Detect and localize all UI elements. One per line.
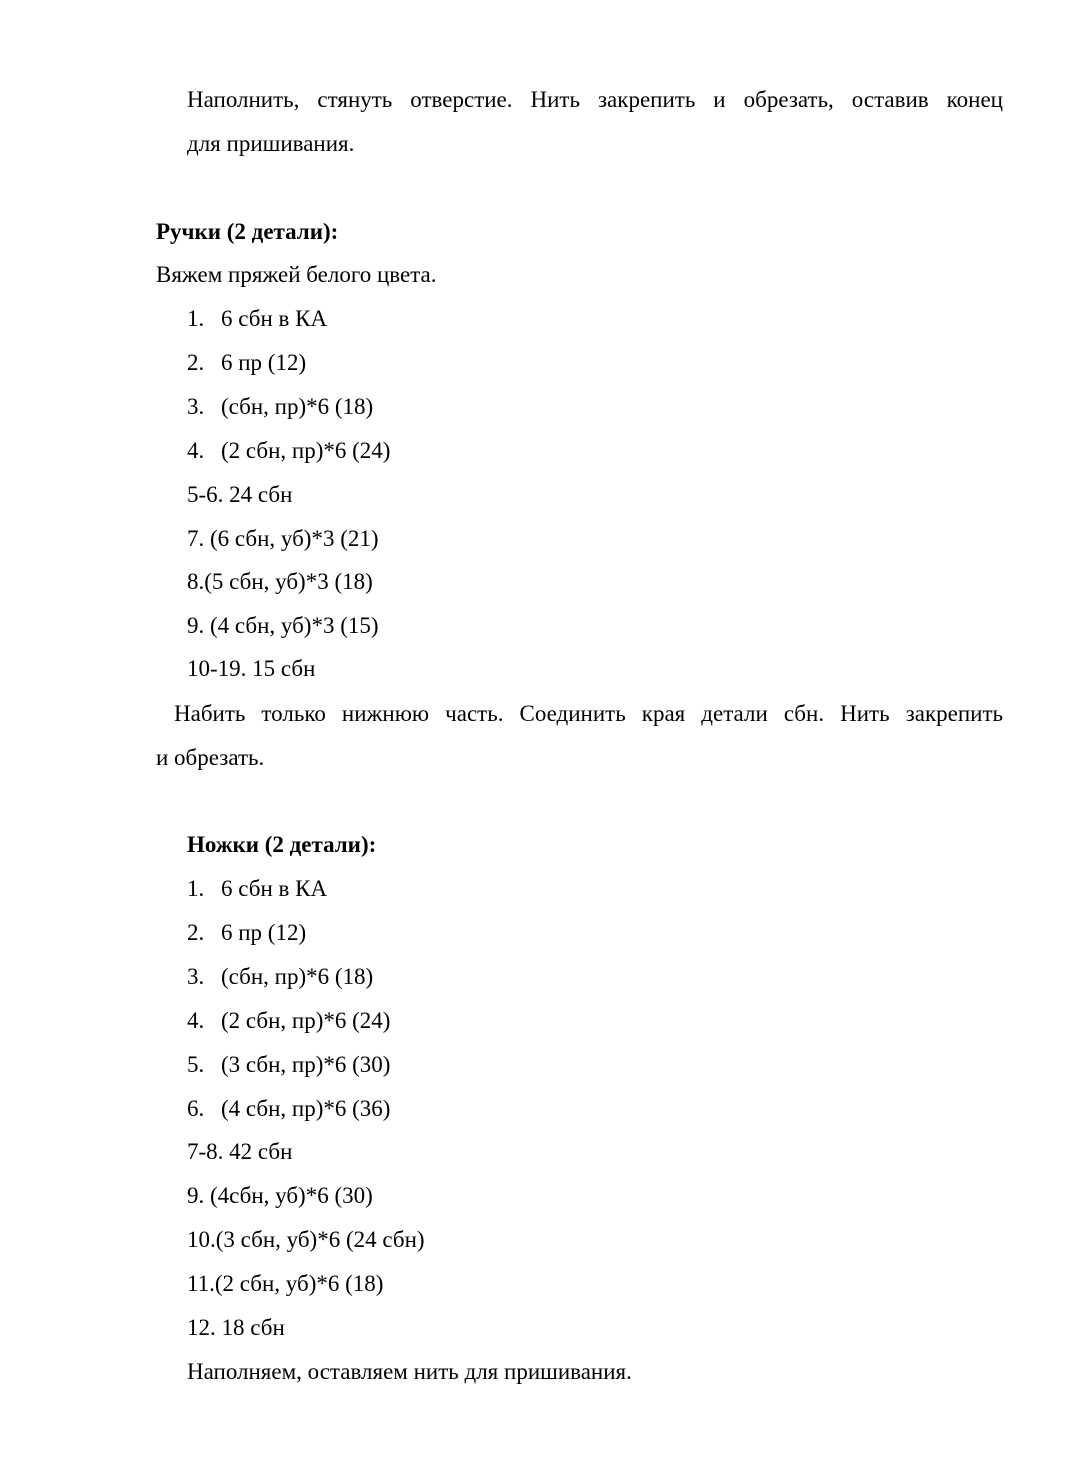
list-number: 5. (187, 1052, 205, 1077)
list-text: (2 сбн, пр)*6 (24) (221, 438, 391, 463)
arms-list-item (187, 349, 306, 377)
arms-row: 8.(5 сбн, уб)*3 (18) (187, 569, 373, 594)
list-text: (сбн, пр)*6 (18) (221, 394, 374, 419)
legs-row: 12. 18 сбн (187, 1315, 285, 1340)
legs-closing: Наполняем, оставляем нить для пришивания. (187, 1359, 632, 1384)
list-text: 6 сбн в КА (221, 876, 328, 901)
arms-row: 5-6. 24 сбн (187, 482, 293, 507)
arms-row: 10-19. 15 сбн (187, 656, 316, 681)
legs-row: 9. (4сбн, уб)*6 (30) (187, 1183, 373, 1208)
legs-list-item (187, 963, 373, 991)
arms-list-item (187, 393, 373, 421)
list-text: (4 сбн, пр)*6 (36) (221, 1096, 391, 1121)
legs-list-item (187, 1095, 390, 1123)
list-number: 2. (187, 920, 205, 945)
list-text: (2 сбн, пр)*6 (24) (221, 1008, 391, 1033)
legs-row: 10.(3 сбн, уб)*6 (24 сбн) (187, 1227, 425, 1252)
legs-list-item (187, 1007, 390, 1035)
intro-line-2: для пришивания. (187, 131, 355, 156)
legs-heading: Ножки (2 детали): (187, 832, 377, 857)
list-text: (3 сбн, пр)*6 (30) (221, 1052, 391, 1077)
arms-row: 9. (4 сбн, уб)*3 (15) (187, 613, 379, 638)
arms-list-item (187, 305, 327, 333)
arms-row: 7. (6 сбн, уб)*3 (21) (187, 526, 379, 551)
list-text: (сбн, пр)*6 (18) (221, 964, 374, 989)
list-text: 6 пр (12) (221, 920, 307, 945)
legs-list-item (187, 1051, 390, 1079)
legs-row: 7-8. 42 сбн (187, 1139, 293, 1164)
list-number: 1. (187, 306, 205, 331)
arms-heading: Ручки (2 детали): (156, 219, 339, 244)
arms-list-item (187, 437, 390, 465)
legs-list-item (187, 875, 327, 903)
legs-list-item (187, 919, 306, 947)
list-number: 4. (187, 438, 205, 463)
list-number: 3. (187, 964, 205, 989)
arms-note-line-2: и обрезать. (156, 745, 265, 770)
list-number: 4. (187, 1008, 205, 1033)
list-number: 1. (187, 876, 205, 901)
arms-subtitle: Вяжем пряжей белого цвета. (156, 262, 437, 287)
intro-line-1: Наполнить, стянуть отверстие. Нить закрепить и обрезать, оставив конец (187, 87, 1003, 112)
legs-row: 11.(2 сбн, уб)*6 (18) (187, 1271, 384, 1296)
arms-note-line-1: Набить только нижнюю часть. Соединить края детали сбн. Нить закрепить (174, 701, 1003, 726)
list-number: 3. (187, 394, 205, 419)
list-number: 2. (187, 350, 205, 375)
list-number: 6. (187, 1096, 205, 1121)
list-text: 6 пр (12) (221, 350, 307, 375)
list-text: 6 сбн в КА (221, 306, 328, 331)
